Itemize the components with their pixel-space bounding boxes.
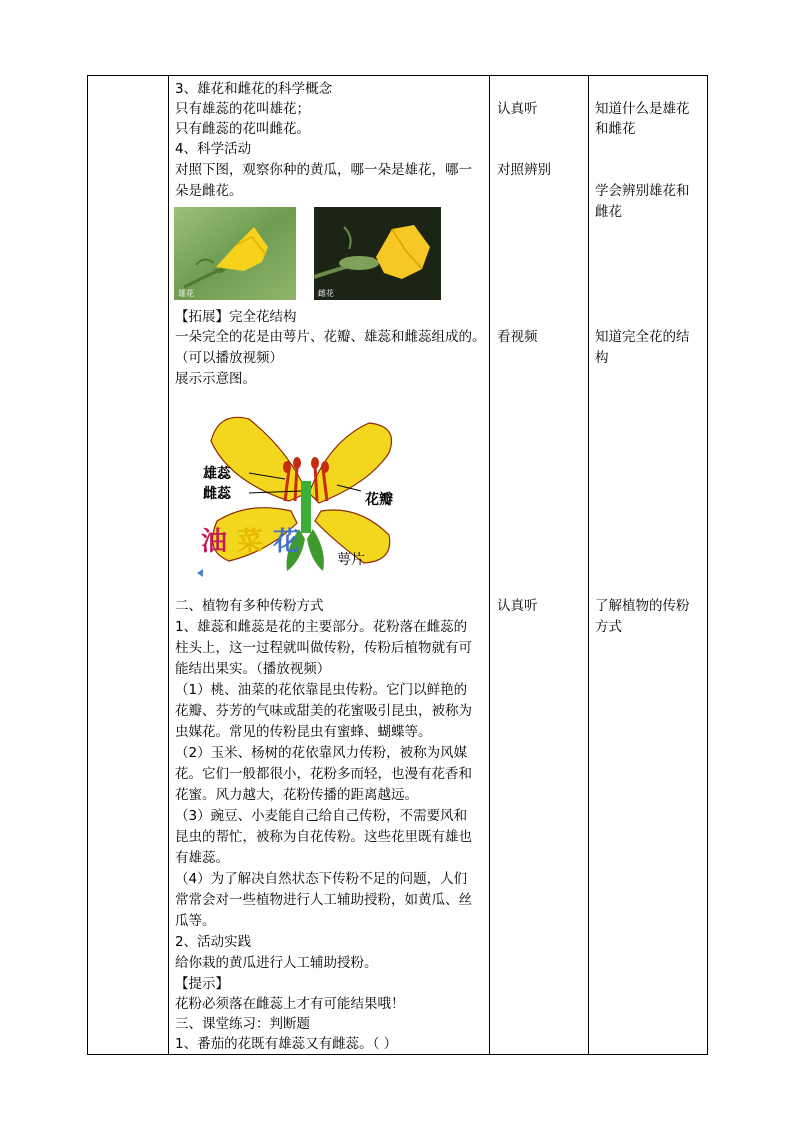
- text-line: 瓜等。: [175, 913, 216, 929]
- activity-text: 认真听: [497, 101, 538, 117]
- text-line: （可以播放视频）: [175, 350, 283, 366]
- text-line: （2）玉米、杨树的花依靠风力传粉，被称为风媒: [175, 745, 468, 761]
- text-line: 对照下图，观察你种的黄瓜，哪一朵是雄花，哪一: [175, 162, 472, 178]
- female-flower-photo: [314, 207, 441, 300]
- text-line: 朵是雌花。: [175, 183, 243, 199]
- diagram-title-char: 菜: [237, 527, 264, 557]
- part3-title: 三、课堂练习：判断题: [175, 1016, 310, 1032]
- activity-text: 对照辨别: [497, 162, 551, 178]
- lesson-table: [87, 75, 708, 1055]
- part2-title: 二、植物有多种传粉方式: [175, 598, 324, 614]
- goal-text: 知道完全花的结: [595, 329, 690, 345]
- goal-text: 知道什么是雄花: [595, 101, 690, 117]
- quiz-question: 1、番茄的花既有雄蕊又有雌蕊。（ ）: [175, 1036, 398, 1052]
- text-line: 一朵完全的花是由萼片、花瓣、雄蕊和雌蕊组成的。: [175, 329, 486, 345]
- goal-text: 方式: [595, 619, 622, 635]
- text-line: 花蜜。风力越大，花粉传播的距离越远。: [175, 787, 418, 803]
- content-column: [169, 76, 490, 1055]
- diagram-title-char: 花: [273, 527, 300, 557]
- text-line: 2、活动实践: [175, 934, 252, 950]
- activity-text: 认真听: [497, 598, 538, 614]
- extension-title: 【拓展】完全花结构: [175, 309, 297, 325]
- text-line: 只有雄蕊的花叫雄花；: [175, 101, 310, 117]
- text-line: 只有雌蕊的花叫雌花。: [175, 121, 310, 137]
- stamen-label: 雄蕊: [203, 466, 231, 482]
- text-line: 花瓣、芬芳的气味或甜美的花蜜吸引昆虫，被称为: [175, 703, 472, 719]
- flower-structure-diagram: [189, 411, 404, 586]
- text-line: 虫媒花。常见的传粉昆虫有蜜蜂、蝴蝶等。: [175, 724, 432, 740]
- blank-column: [88, 76, 169, 1055]
- goal-text: 和雌花: [595, 121, 636, 137]
- text-line: 昆虫的帮忙，被称为自花传粉。这些花里既有雄也: [175, 829, 472, 845]
- text-line: （3）豌豆、小麦能自己给自己传粉，不需要风和: [175, 808, 468, 824]
- activity-text: 看视频: [497, 329, 538, 345]
- goal-text: 学会辨别雄花和: [595, 183, 690, 199]
- male-flower-label: 雄花: [178, 289, 194, 298]
- goal-text: 雌花: [595, 204, 622, 220]
- goal-column: [589, 76, 708, 1055]
- text-line: 有雄蕊。: [175, 850, 229, 866]
- text-line: 常常会对一些植物进行人工辅助授粉，如黄瓜、丝: [175, 892, 472, 908]
- text-line: （1）桃、油菜的花依靠昆虫传粉。它门以鲜艳的: [175, 682, 468, 698]
- sepal-label: 萼片: [337, 552, 365, 568]
- text-line: 花。它们一般都很小，花粉多而轻，也漫有花香和: [175, 766, 472, 782]
- section3-title: 3、雄花和雌花的科学概念: [175, 81, 333, 97]
- tip-title: 【提示】: [175, 976, 229, 992]
- pistil-label: 雌蕊: [203, 486, 231, 502]
- text-line: （4）为了解决自然状态下传粉不足的问题，人们: [175, 871, 468, 887]
- goal-text: 构: [595, 350, 609, 366]
- section4-title: 4、科学活动: [175, 141, 252, 157]
- text-line: 能结出果实。（播放视频）: [175, 661, 331, 677]
- female-flower-label: 雌花: [318, 289, 334, 298]
- student-activity-column: [490, 76, 589, 1055]
- goal-text: 了解植物的传粉: [595, 598, 690, 614]
- text-line: 展示示意图。: [175, 371, 256, 387]
- diagram-title-char: 油: [201, 527, 228, 557]
- text-line: 柱头上，这一过程就叫做传粉，传粉后植物就有可: [175, 640, 472, 656]
- text-line: 给你栽的黄瓜进行人工辅助授粉。: [175, 955, 378, 971]
- male-flower-photo: [174, 207, 296, 300]
- petal-label: 花瓣: [365, 492, 393, 508]
- text-line: 1、雄蕊和雌蕊是花的主要部分。花粉落在雌蕊的: [175, 619, 468, 635]
- text-line: 花粉必须落在雌蕊上才有可能结果哦！: [175, 996, 405, 1012]
